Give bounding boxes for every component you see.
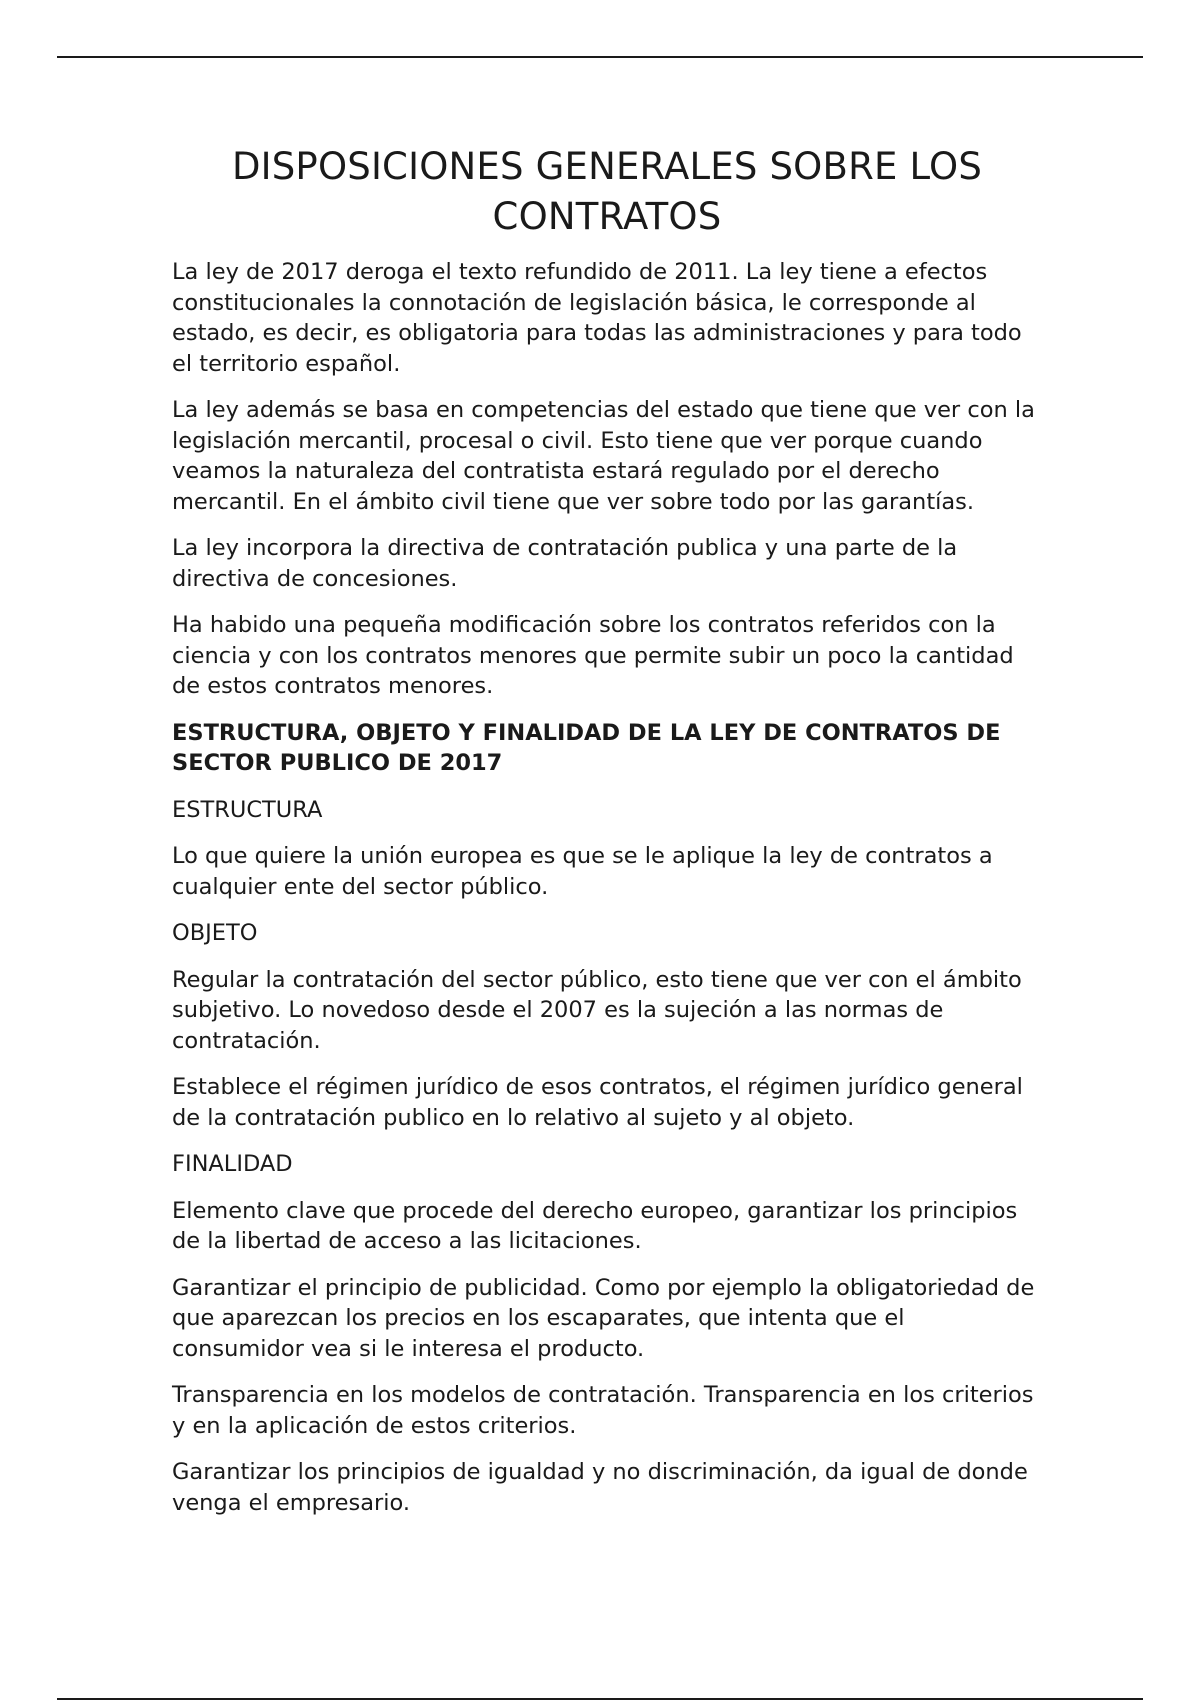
header-rule xyxy=(57,56,1143,58)
intro-paragraph: La ley de 2017 deroga el texto refundido de 2011. La ley tiene a efectos constitucionales la connotación de legislación básica, le corresponde al estado, es decir, es obligatoria para todas las administraciones y para todo el territorio español. xyxy=(172,259,1022,377)
objeto-paragraph: Regular la contratación del sector público, esto tiene que ver con el ámbito subjetivo. Lo novedoso desde el 2007 es la sujeción a las normas de contratación. xyxy=(172,966,1022,1054)
finalidad-paragraph: Transparencia en los modelos de contratación. Transparencia en los criterios y en la aplicación de estos criterios. xyxy=(172,1382,1034,1439)
estructura-paragraph: Lo que quiere la unión europea es que se le aplique la ley de contratos a cualquier ente del sector público. xyxy=(172,843,993,900)
finalidad-heading: FINALIDAD xyxy=(172,1151,293,1177)
finalidad-paragraph: Garantizar el principio de publicidad. Como por ejemplo la obligatoriedad de que aparezcan los precios en los escaparates, que intenta que el consumidor vea si le interesa el producto. xyxy=(172,1274,1035,1362)
finalidad-paragraph: Elemento clave que procede del derecho europeo, garantizar los principios de la libertad de acceso a las licitaciones. xyxy=(172,1197,1018,1254)
document-body xyxy=(172,142,1042,1534)
intro-paragraph: Ha habido una pequeña modificación sobre los contratos referidos con la ciencia y con los contratos menores que permite subir un poco la cantidad de estos contratos menores. xyxy=(172,612,1014,699)
objeto-heading: OBJETO xyxy=(172,920,258,946)
finalidad-paragraph: Garantizar los principios de igualdad y no discriminación, da igual de donde venga el empresario. xyxy=(172,1459,1028,1516)
objeto-paragraph: Establece el régimen jurídico de esos contratos, el régimen jurídico general de la contratación publico en lo relativo al sujeto y al objeto. xyxy=(172,1074,1023,1131)
intro-paragraph: La ley además se basa en competencias del estado que tiene que ver con la legislación mercantil, procesal o civil. Esto tiene que ver porque cuando veamos la naturaleza del contratista estará regulado por el derecho mercantil. En el ámbito civil tiene que ver sobre todo por las garantías. xyxy=(172,397,1035,515)
document-title: DISPOSICIONES GENERALES SOBRE LOS CONTRATOS xyxy=(231,145,983,238)
section-heading: ESTRUCTURA, OBJETO Y FINALIDAD DE LA LEY DE CONTRATOS DE SECTOR PUBLICO DE 2017 xyxy=(172,719,1001,776)
estructura-heading: ESTRUCTURA xyxy=(172,796,323,823)
intro-paragraph: La ley incorpora la directiva de contratación publica y una parte de la directiva de concesiones. xyxy=(172,535,958,592)
